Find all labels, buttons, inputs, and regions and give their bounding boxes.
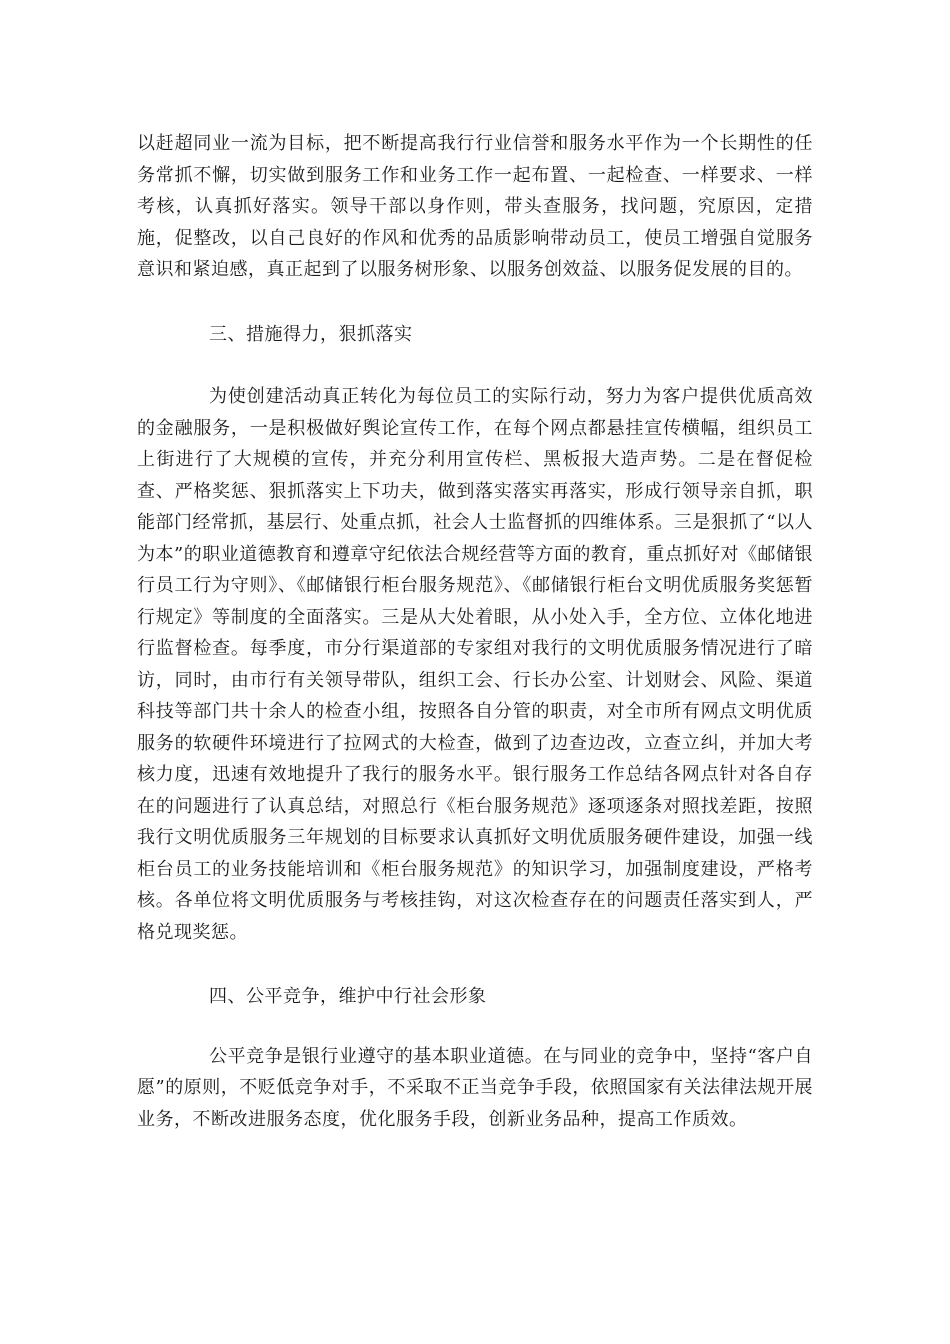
paragraph-continuation: 以赶超同业一流为目标，把不断提高我行行业信誉和服务水平作为一个长期性的任务常抓不懈，切实做到服务工作和业务工作一起布置、一起检查、一样要求、一样考核，认真抓好落实。领导干部以身作则，带头查服务，找问题，究原因，定措施，促整改，以自己良好的作风和优秀的品质影响带动员工，使员工增强自觉服务意识和紧迫感，真正起到了以服务树形象、以服务创效益、以服务促发展的目的。 [137, 133, 813, 280]
spacer [137, 286, 813, 319]
spacer [137, 1013, 813, 1041]
spacer [137, 350, 813, 381]
section-heading-3: 三、措施得力，狠抓落实 [209, 323, 413, 345]
spacer [137, 948, 813, 981]
paragraph-fair-competition: 公平竞争是银行业遵守的基本职业道德。在与同业的竞争中，坚持“客户自愿”的原则，不贬低竞争对手，不采取不正当竞争手段，依照国家有关法律法规开展业务，不断改进服务态度，优化服务手段，创新业务品种，提高工作质效。 [137, 1045, 813, 1130]
document-body [137, 128, 813, 1135]
paragraph-measures: 为使创建活动真正转化为每位员工的实际行动，努力为客户提供优质高效的金融服务，一是积极做好舆论宣传工作，在每个网点都悬挂宣传横幅，组织员工上街进行了大规模的宣传，并充分利用宣传栏、黑板报大造声势。二是在督促检查、严格奖惩、狠抓落实上下功夫，做到落实落实再落实，形成行领导亲自抓，职能部门经常抓，基层行、处重点抓，社会人士监督抓的四维体系。三是狠抓了“以人为本”的职业道德教育和遵章守纪依法合规经营等方面的教育，重点抓好对《邮储银行员工行为守则》、《邮储银行柜台服务规范》、《邮储银行柜台文明优质服务奖惩暂行规定》等制度的全面落实。三是从大处着眼，从小处入手，全方位、立体化地进行监督检查。每季度，市分行渠道部的专家组对我行的文明优质服务情况进行了暗访，同时，由市行有关领导带队，组织工会、行长办公室、计划财会、风险、渠道科技等部门共十余人的检查小组，按照各自分管的职责，对全市所有网点文明优质服务的软硬件环境进行了拉网式的大检查，做到了边查边改，立查立纠，并加大考核力度，迅速有效地提升了我行的服务水平。银行服务工作总结各网点针对各自存在的问题进行了认真总结，对照总行《柜台服务规范》逐项逐条对照找差距，按照我行文明优质服务三年规划的目标要求认真抓好文明优质服务硬件建设，加强一线柜台员工的业务技能培训和《柜台服务规范》的知识学习，加强制度建设，严格考核。各单位将文明优质服务与考核挂钩，对这次检查存在的问题责任落实到人，严格兑现奖惩。 [137, 386, 813, 943]
section-heading-4: 四、公平竞争，维护中行社会形象 [209, 986, 487, 1007]
